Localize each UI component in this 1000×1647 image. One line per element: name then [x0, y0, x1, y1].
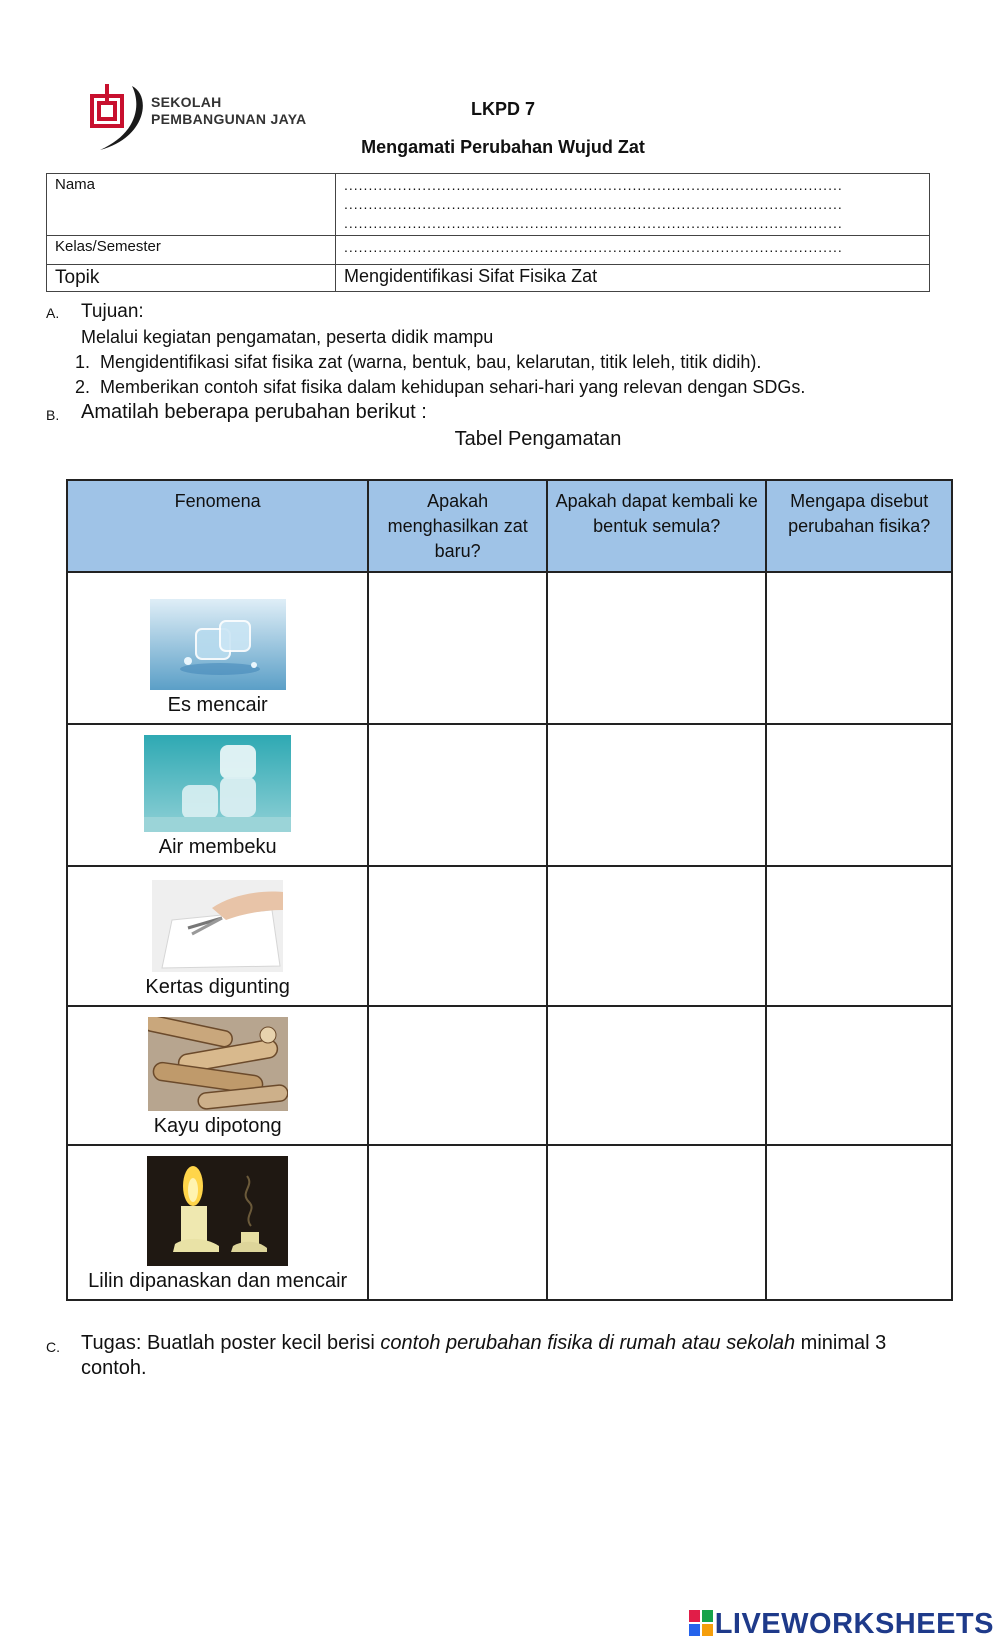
answer-cell[interactable] — [368, 724, 547, 866]
phenomenon-cell — [67, 866, 368, 1006]
nama-label: Nama — [47, 174, 336, 236]
cut-wood-logs-picture — [148, 1017, 288, 1111]
objective-item-1: 1. Mengidentifikasi sifat fisika zat (warna, bentuk, bau, kelarutan, titik leleh, titik didih). — [75, 352, 762, 372]
table-title: Tabel Pengamatan — [454, 428, 622, 450]
phenomenon-cell — [67, 724, 368, 866]
kelas-field[interactable]: ...................................................................................................... — [336, 236, 930, 265]
table-header-row — [67, 480, 952, 572]
observation-table — [66, 479, 953, 1301]
phenomenon-label: Kayu dipotong — [153, 1115, 282, 1137]
school-name: SEKOLAH PEMBANGUNAN JAYA — [151, 94, 307, 127]
frozen-ice-blocks-picture — [144, 735, 291, 832]
table-row — [67, 572, 952, 724]
answer-cell[interactable] — [766, 1145, 952, 1300]
answer-cell[interactable] — [547, 572, 766, 724]
answer-cell[interactable] — [368, 866, 547, 1006]
nama-field[interactable]: ...................................................................................................... ...................................................................................................... ...................................................................................................... — [336, 174, 930, 236]
phenomenon-label: Kertas digunting — [145, 976, 290, 998]
section-a-intro: Melalui kegiatan pengamatan, peserta didik mampu — [81, 327, 494, 347]
table-row — [67, 724, 952, 866]
header-zat-baru: Apakah menghasilkan zat baru? — [368, 480, 547, 572]
answer-cell[interactable] — [766, 866, 952, 1006]
liveworksheets-mark-icon — [689, 1610, 713, 1644]
section-b-letter: B. — [46, 407, 60, 423]
section-c-task: Tugas: Buatlah poster kecil berisi contoh perubahan fisika di rumah atau sekolah minimal 3 contoh. — [81, 1332, 887, 1379]
identity-table — [46, 173, 930, 292]
topik-value: Mengidentifikasi Sifat Fisika Zat — [336, 265, 930, 292]
answer-cell[interactable] — [547, 1006, 766, 1145]
header-fenomena: Fenomena — [67, 480, 368, 572]
section-a-letter: A. — [46, 305, 60, 321]
phenomenon-cell — [67, 1145, 368, 1300]
answer-cell[interactable] — [368, 1145, 547, 1300]
answer-cell[interactable] — [547, 1145, 766, 1300]
objective-item-2: 2. Memberikan contoh sifat fisika dalam kehidupan sehari-hari yang relevan dengan SDGs. — [75, 377, 806, 397]
topik-label: Topik — [47, 265, 336, 292]
section-a-heading: Tujuan: — [81, 301, 144, 322]
phenomenon-cell — [67, 572, 368, 724]
header-kembali: Apakah dapat kembali ke bentuk semula? — [547, 480, 766, 572]
table-row — [67, 1145, 952, 1300]
phenomenon-label: Es mencair — [167, 694, 268, 716]
ice-cubes-melting-picture — [150, 599, 286, 690]
section-c-letter: C. — [46, 1339, 60, 1355]
answer-cell[interactable] — [547, 724, 766, 866]
melting-candle-picture — [147, 1156, 288, 1266]
kelas-label: Kelas/Semester — [47, 236, 336, 265]
table-row — [67, 1006, 952, 1145]
section-b-heading: Amatilah beberapa perubahan berikut : — [81, 401, 427, 423]
cutting-paper-scissors-picture — [152, 880, 283, 972]
phenomenon-label: Air membeku — [158, 836, 277, 858]
answer-cell[interactable] — [368, 572, 547, 724]
header-mengapa: Mengapa disebut perubahan fisika? — [766, 480, 952, 572]
svg-text:.: . — [216, 967, 218, 972]
phenomenon-cell — [67, 1006, 368, 1145]
phenomenon-label: Lilin dipanaskan dan mencair — [88, 1270, 348, 1292]
page-subtitle: Mengamati Perubahan Wujud Zat — [361, 137, 645, 157]
table-row — [67, 866, 952, 1006]
answer-cell[interactable] — [766, 1006, 952, 1145]
answer-cell[interactable] — [766, 572, 952, 724]
liveworksheets-logo: LIVEWORKSHEETS — [689, 1608, 994, 1644]
answer-cell[interactable] — [368, 1006, 547, 1145]
answer-cell[interactable] — [547, 866, 766, 1006]
answer-cell[interactable] — [766, 724, 952, 866]
page-title: LKPD 7 — [470, 99, 535, 119]
